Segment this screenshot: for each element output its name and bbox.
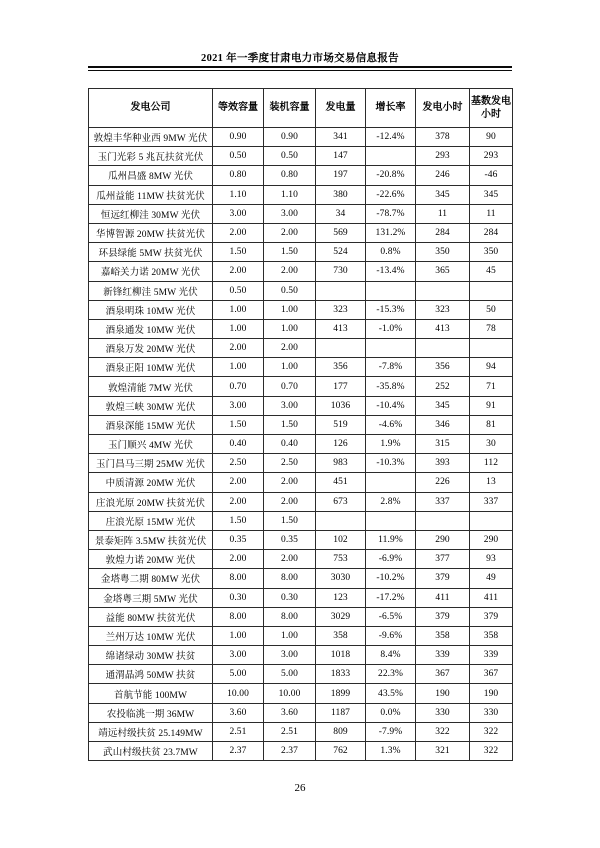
value-cell: 11 [470,204,513,223]
table-row [89,492,513,511]
table-row [89,435,513,454]
value-cell: 78 [470,319,513,338]
value-cell: 1.00 [264,358,316,377]
company-cell: 敦煌力诺 20MW 光伏 [89,550,213,569]
company-cell: 景泰矩阵 3.5MW 扶贫光伏 [89,530,213,549]
value-cell [316,511,366,530]
value-cell: 0.40 [213,435,264,454]
value-cell [366,473,416,492]
value-cell: 0.50 [264,147,316,166]
table-body [89,128,513,761]
value-cell: 3.00 [213,204,264,223]
value-cell: 126 [316,435,366,454]
value-cell: 378 [416,128,470,147]
value-cell: 411 [416,588,470,607]
company-cell: 敦煌三峡 30MW 光伏 [89,396,213,415]
company-cell: 环县绿能 5MW 扶贫光伏 [89,243,213,262]
value-cell: 11.9% [366,530,416,549]
value-cell: 1.50 [213,511,264,530]
value-cell: -15.3% [366,300,416,319]
value-cell: 346 [416,415,470,434]
table-row [89,626,513,645]
value-cell: 2.37 [264,742,316,761]
value-cell: 322 [470,722,513,741]
company-cell: 酒泉万发 20MW 光伏 [89,339,213,358]
value-cell: -7.9% [366,722,416,741]
value-cell: 0.70 [264,377,316,396]
value-cell: 190 [416,684,470,703]
value-cell: 322 [470,742,513,761]
value-cell: 2.51 [264,722,316,741]
company-cell: 瓜州昌盛 8MW 光伏 [89,166,213,185]
table-row [89,742,513,761]
value-cell: 3030 [316,569,366,588]
company-cell: 玉门昌马三期 25MW 光伏 [89,454,213,473]
value-cell: 315 [416,435,470,454]
value-cell: 2.00 [213,550,264,569]
value-cell: 290 [416,530,470,549]
value-cell [366,511,416,530]
value-cell: 43.5% [366,684,416,703]
value-cell: 5.00 [264,665,316,684]
value-cell: 1.00 [213,300,264,319]
value-cell: 91 [470,396,513,415]
company-cell: 金塔粤三期 5MW 光伏 [89,588,213,607]
value-cell: 1.10 [213,185,264,204]
value-cell: 284 [416,223,470,242]
value-cell: 379 [416,569,470,588]
value-cell: -6.5% [366,607,416,626]
value-cell: 1899 [316,684,366,703]
table-row [89,415,513,434]
value-cell: -1.0% [366,319,416,338]
value-cell: 1.00 [213,626,264,645]
table-row [89,646,513,665]
value-cell: 71 [470,377,513,396]
value-cell [416,339,470,358]
value-cell: 2.50 [264,454,316,473]
table-row [89,243,513,262]
value-cell: 10.00 [213,684,264,703]
company-cell: 华博智源 20MW 扶贫光伏 [89,223,213,242]
value-cell: 2.00 [213,262,264,281]
value-cell: 1018 [316,646,366,665]
table-row [89,550,513,569]
value-cell: 323 [416,300,470,319]
value-cell: 413 [416,319,470,338]
value-cell [366,339,416,358]
value-cell: 190 [470,684,513,703]
table-header-row [89,89,513,128]
company-cell: 庄浪光原 20MW 扶贫光伏 [89,492,213,511]
value-cell: 0.40 [264,435,316,454]
value-cell: 10.00 [264,684,316,703]
value-cell: 290 [470,530,513,549]
company-cell: 兰州万达 10MW 光伏 [89,626,213,645]
value-cell: 730 [316,262,366,281]
value-cell: 0.50 [213,281,264,300]
table-row [89,722,513,741]
value-cell: 3.60 [264,703,316,722]
value-cell: 519 [316,415,366,434]
table-row [89,377,513,396]
value-cell: 339 [470,646,513,665]
value-cell: 321 [416,742,470,761]
value-cell: 2.00 [264,550,316,569]
value-cell: 1.00 [213,358,264,377]
value-cell: 323 [316,300,366,319]
value-cell: 358 [316,626,366,645]
value-cell: 356 [416,358,470,377]
value-cell: 2.00 [213,223,264,242]
value-cell: 93 [470,550,513,569]
value-cell: 2.00 [264,492,316,511]
value-cell: 345 [416,396,470,415]
value-cell: 2.00 [213,492,264,511]
value-cell: 284 [470,223,513,242]
value-cell: 226 [416,473,470,492]
value-cell: 0.8% [366,243,416,262]
value-cell [416,281,470,300]
table-row [89,454,513,473]
company-cell: 通渭晶鸿 50MW 扶贫 [89,665,213,684]
value-cell: 569 [316,223,366,242]
value-cell: 8.00 [264,569,316,588]
value-cell: 1.00 [213,319,264,338]
value-cell: -22.6% [366,185,416,204]
value-cell [316,339,366,358]
value-cell: 753 [316,550,366,569]
table-row [89,473,513,492]
value-cell: 293 [470,147,513,166]
value-cell: 8.00 [213,569,264,588]
value-cell: 379 [416,607,470,626]
value-cell: 1.50 [264,243,316,262]
value-cell: 293 [416,147,470,166]
value-cell: -20.8% [366,166,416,185]
table-row [89,128,513,147]
table-row [89,511,513,530]
value-cell: -7.8% [366,358,416,377]
value-cell: 1833 [316,665,366,684]
value-cell: 0.80 [213,166,264,185]
value-cell: 413 [316,319,366,338]
table-row [89,300,513,319]
value-cell: 330 [416,703,470,722]
table-row [89,223,513,242]
value-cell: 2.50 [213,454,264,473]
value-cell: -9.6% [366,626,416,645]
company-cell: 武山村级扶贫 23.7MW [89,742,213,761]
value-cell: 524 [316,243,366,262]
value-cell: 337 [470,492,513,511]
value-cell: 3.00 [213,396,264,415]
value-cell: -6.9% [366,550,416,569]
company-cell: 金塔粤二期 80MW 光伏 [89,569,213,588]
value-cell: 1.50 [264,415,316,434]
value-cell: 2.00 [213,473,264,492]
table-row [89,204,513,223]
value-cell: -13.4% [366,262,416,281]
value-cell: 337 [416,492,470,511]
value-cell: 377 [416,550,470,569]
value-cell: 8.00 [264,607,316,626]
value-cell: 1.3% [366,742,416,761]
company-cell: 靖远村级扶贫 25.149MW [89,722,213,741]
value-cell: 2.8% [366,492,416,511]
value-cell: 2.51 [213,722,264,741]
value-cell: 3.00 [264,396,316,415]
column-header: 发电公司 [89,89,213,128]
table-row [89,396,513,415]
value-cell: 339 [416,646,470,665]
column-header: 发电小时 [416,89,470,128]
value-cell: 0.35 [264,530,316,549]
value-cell: -78.7% [366,204,416,223]
value-cell: 30 [470,435,513,454]
company-cell: 恒远红柳洼 30MW 光伏 [89,204,213,223]
value-cell: -46 [470,166,513,185]
table-row [89,530,513,549]
value-cell: 1.50 [213,243,264,262]
table-row [89,703,513,722]
value-cell: 5.00 [213,665,264,684]
value-cell: 22.3% [366,665,416,684]
column-header: 基数发电小时 [470,89,513,128]
value-cell: 246 [416,166,470,185]
page-number: 26 [294,782,306,794]
value-cell: 102 [316,530,366,549]
value-cell: 45 [470,262,513,281]
value-cell [470,511,513,530]
value-cell: -10.2% [366,569,416,588]
value-cell: 2.37 [213,742,264,761]
value-cell: 1.00 [264,319,316,338]
value-cell: 380 [316,185,366,204]
value-cell: 350 [416,243,470,262]
value-cell: 411 [470,588,513,607]
value-cell: 322 [416,722,470,741]
value-cell: 0.70 [213,377,264,396]
value-cell: 2.00 [213,339,264,358]
value-cell: 0.80 [264,166,316,185]
value-cell: 13 [470,473,513,492]
value-cell: 393 [416,454,470,473]
value-cell: 330 [470,703,513,722]
value-cell: 1.00 [264,626,316,645]
value-cell: 1.50 [264,511,316,530]
company-cell: 庄浪光原 15MW 光伏 [89,511,213,530]
generation-table [88,88,513,761]
table-row [89,569,513,588]
value-cell: -35.8% [366,377,416,396]
value-cell: 90 [470,128,513,147]
value-cell: 1.9% [366,435,416,454]
company-cell: 酒泉明珠 10MW 光伏 [89,300,213,319]
value-cell: 2.00 [264,473,316,492]
value-cell: 50 [470,300,513,319]
value-cell [470,339,513,358]
value-cell: -10.4% [366,396,416,415]
value-cell [366,147,416,166]
page-title: 2021 年一季度甘肃电力市场交易信息报告 [201,53,399,64]
value-cell: 49 [470,569,513,588]
table-row [89,166,513,185]
company-cell: 首航节能 100MW [89,684,213,703]
value-cell: -4.6% [366,415,416,434]
value-cell: 0.30 [213,588,264,607]
value-cell [470,281,513,300]
table-row [89,262,513,281]
company-cell: 敦煌清能 7MW 光伏 [89,377,213,396]
value-cell: 451 [316,473,366,492]
value-cell: 983 [316,454,366,473]
table-row [89,185,513,204]
value-cell: 112 [470,454,513,473]
table-row [89,358,513,377]
value-cell: 11 [416,204,470,223]
table-row [89,147,513,166]
value-cell: 252 [416,377,470,396]
value-cell: 379 [470,607,513,626]
value-cell: 341 [316,128,366,147]
value-cell: 147 [316,147,366,166]
value-cell: 350 [470,243,513,262]
value-cell: 1.50 [213,415,264,434]
company-cell: 新锋红柳洼 5MW 光伏 [89,281,213,300]
value-cell: 177 [316,377,366,396]
value-cell: 367 [416,665,470,684]
value-cell: 673 [316,492,366,511]
company-cell: 玉门顺兴 4MW 光伏 [89,435,213,454]
value-cell: 1187 [316,703,366,722]
value-cell: 1036 [316,396,366,415]
company-cell: 益能 80MW 扶贫光伏 [89,607,213,626]
company-cell: 绵诸绿动 30MW 扶贫 [89,646,213,665]
value-cell: 0.90 [264,128,316,147]
value-cell [316,281,366,300]
company-cell: 嘉峪关力诺 20MW 光伏 [89,262,213,281]
table-row [89,607,513,626]
company-cell: 农投临洮一期 36MW [89,703,213,722]
value-cell [416,511,470,530]
value-cell: 356 [316,358,366,377]
value-cell: 0.35 [213,530,264,549]
value-cell: 2.00 [264,223,316,242]
column-header: 增长率 [366,89,416,128]
value-cell: 809 [316,722,366,741]
value-cell: 358 [416,626,470,645]
value-cell: 8.00 [213,607,264,626]
value-cell: 3.00 [213,646,264,665]
value-cell: -12.4% [366,128,416,147]
value-cell: 8.4% [366,646,416,665]
company-cell: 酒泉正阳 10MW 光伏 [89,358,213,377]
value-cell: 34 [316,204,366,223]
table-row [89,319,513,338]
value-cell: 0.50 [213,147,264,166]
value-cell: 358 [470,626,513,645]
value-cell: 0.0% [366,703,416,722]
value-cell: -10.3% [366,454,416,473]
table-row [89,588,513,607]
value-cell: 0.30 [264,588,316,607]
column-header: 发电量 [316,89,366,128]
company-cell: 酒泉通发 10MW 光伏 [89,319,213,338]
value-cell: 762 [316,742,366,761]
value-cell: 367 [470,665,513,684]
value-cell: 345 [416,185,470,204]
title-divider [88,66,512,71]
value-cell: 197 [316,166,366,185]
value-cell: -17.2% [366,588,416,607]
value-cell: 2.00 [264,339,316,358]
column-header: 装机容量 [264,89,316,128]
value-cell: 81 [470,415,513,434]
value-cell: 123 [316,588,366,607]
value-cell: 3.60 [213,703,264,722]
table-row [89,684,513,703]
table-row [89,339,513,358]
value-cell: 131.2% [366,223,416,242]
value-cell: 94 [470,358,513,377]
value-cell: 3029 [316,607,366,626]
column-header: 等效容量 [213,89,264,128]
company-cell: 酒泉深能 15MW 光伏 [89,415,213,434]
company-cell: 瓜州益能 11MW 扶贫光伏 [89,185,213,204]
value-cell: 0.50 [264,281,316,300]
company-cell: 玉门光彩 5 兆瓦扶贫光伏 [89,147,213,166]
table-row [89,665,513,684]
value-cell: 3.00 [264,646,316,665]
value-cell: 3.00 [264,204,316,223]
value-cell: 345 [470,185,513,204]
company-cell: 敦煌丰华种业西 9MW 光伏 [89,128,213,147]
value-cell: 1.10 [264,185,316,204]
value-cell [366,281,416,300]
value-cell: 365 [416,262,470,281]
company-cell: 中质清源 20MW 光伏 [89,473,213,492]
value-cell: 2.00 [264,262,316,281]
value-cell: 0.90 [213,128,264,147]
value-cell: 1.00 [264,300,316,319]
table-row [89,281,513,300]
